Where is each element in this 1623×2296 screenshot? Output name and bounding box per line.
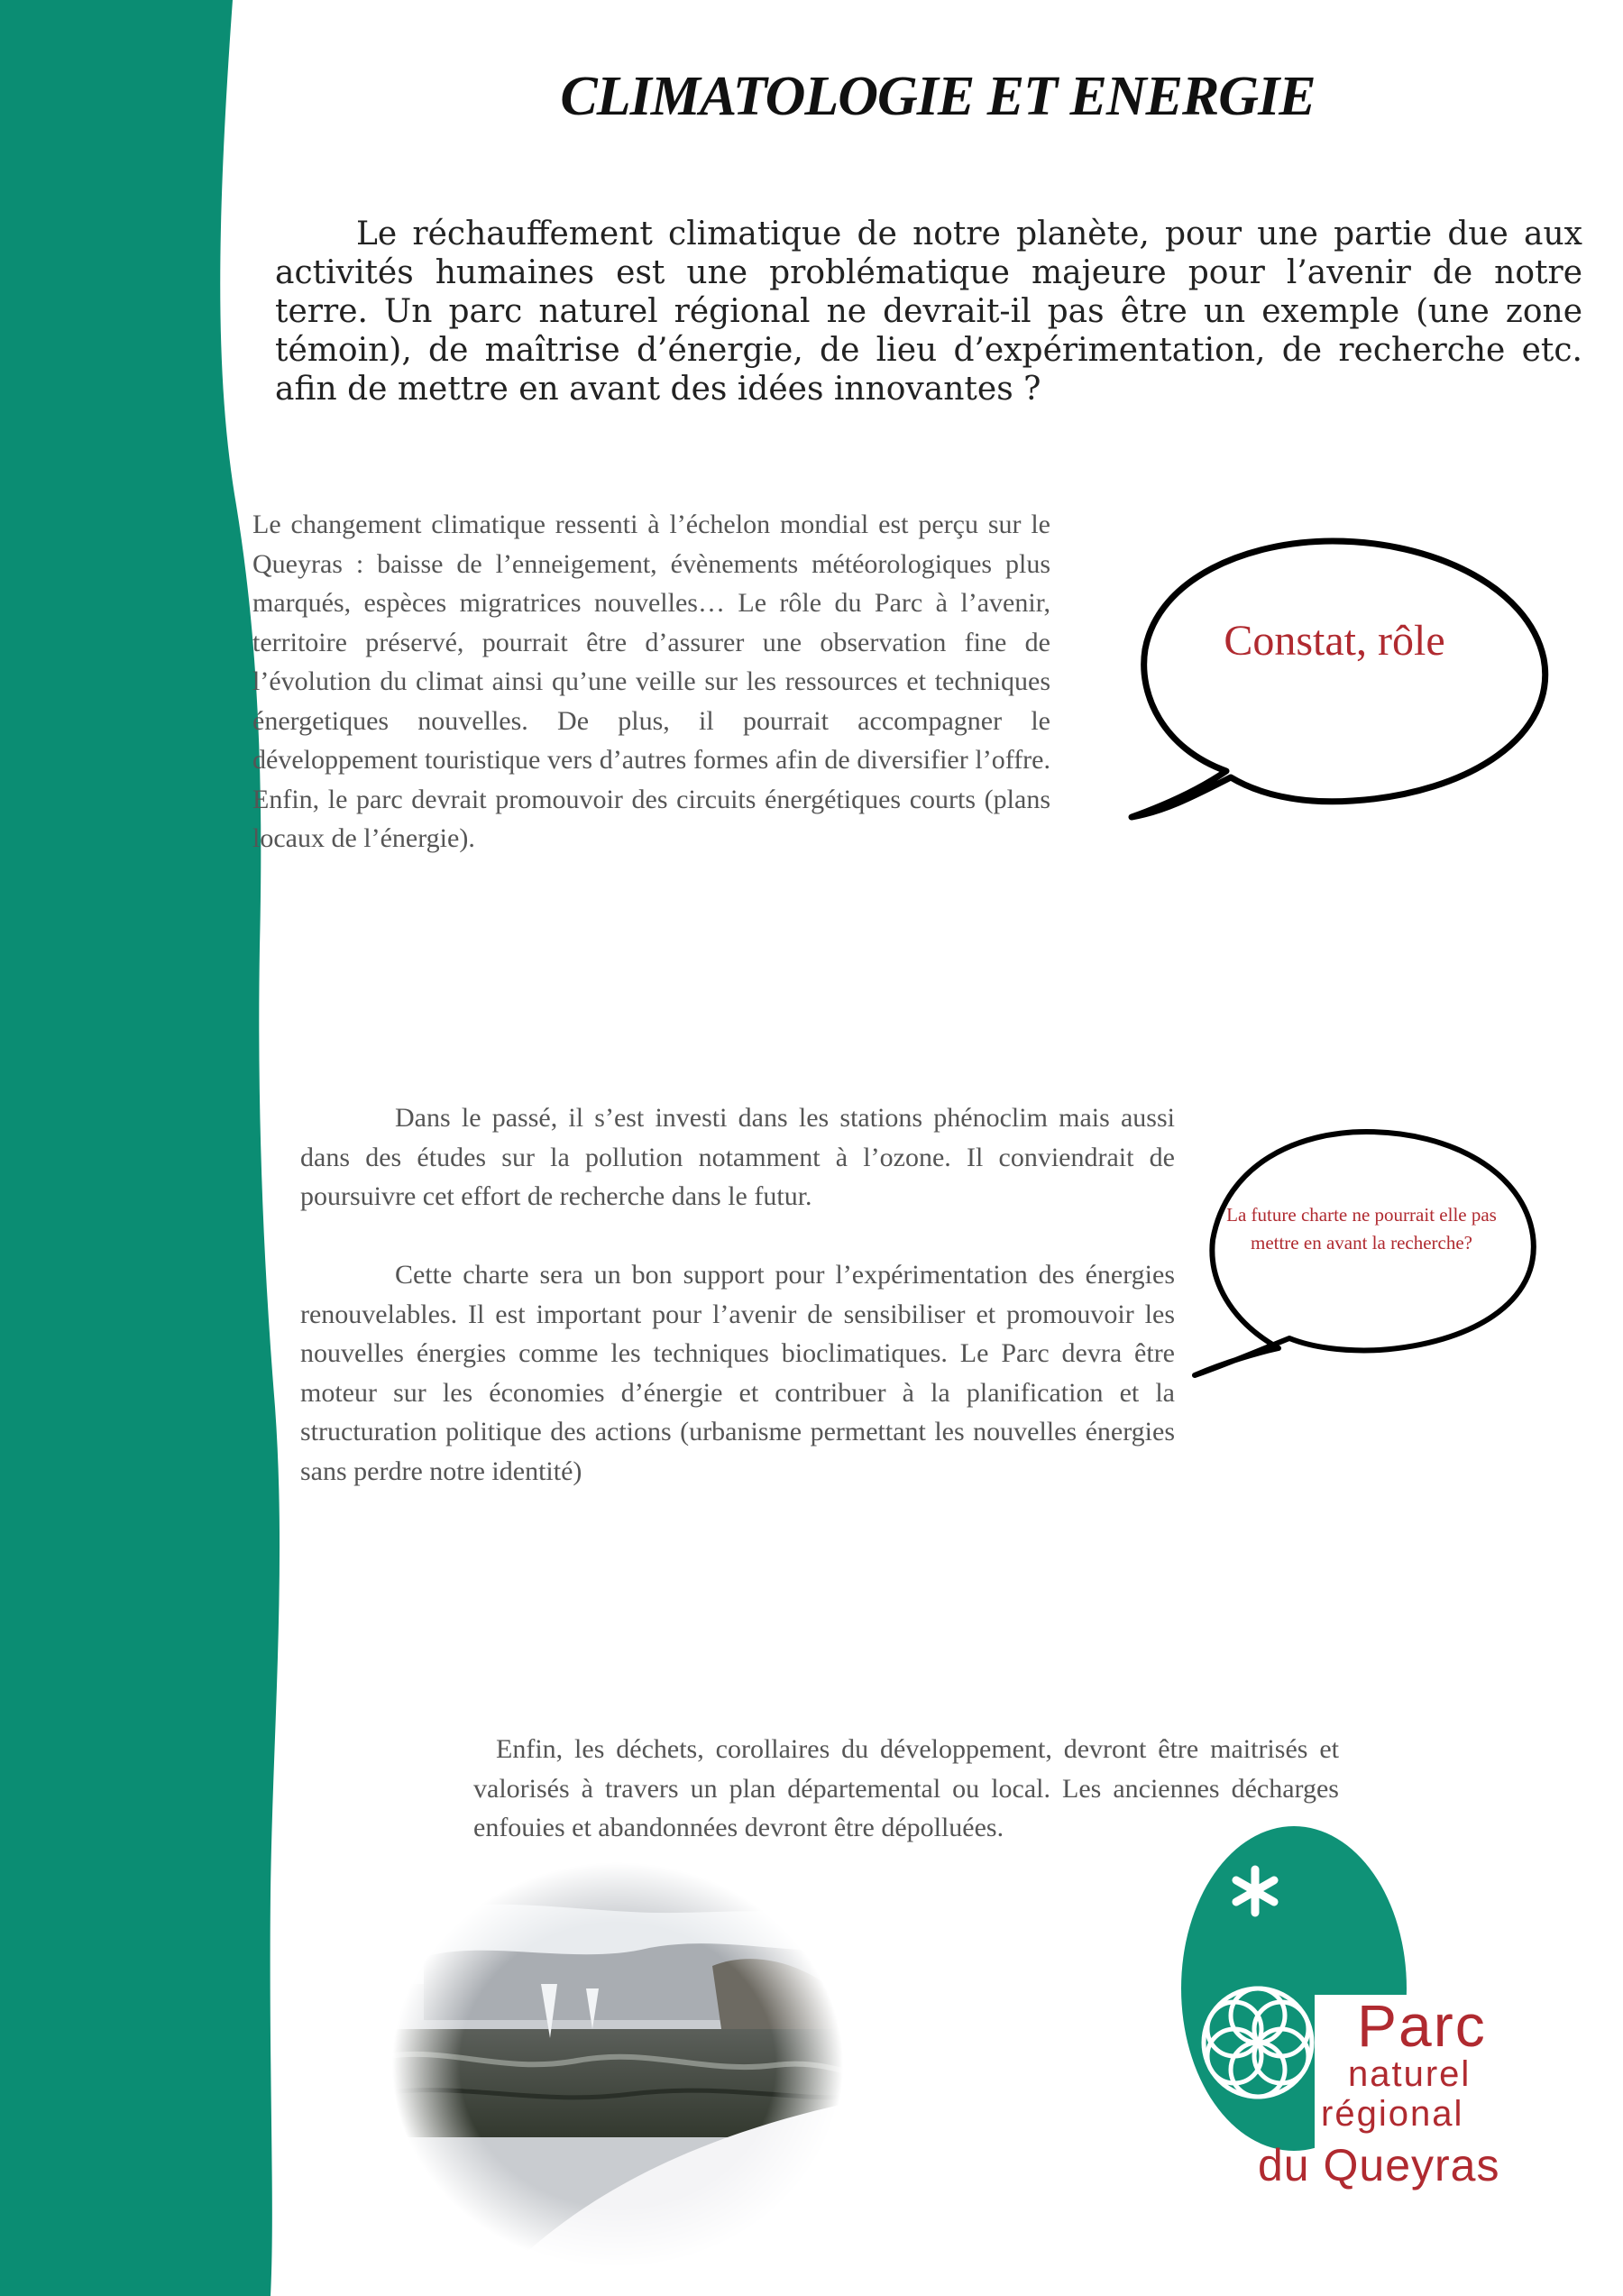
- page-title: CLIMATOLOGIE ET ENERGIE: [560, 66, 1316, 127]
- intro-paragraph: Le réchauffement climatique de notre planète, pour une partie due aux activités humaines est une problématique majeure pour l’avenir de notre terre. Un parc naturel régional ne devrait-il pas être un exemple (une zone témoin), de maîtrise d’énergie, de lieu d’expérimentation, de recherche etc. afin de mettre en avant des idées innovantes ?: [275, 216, 1582, 408]
- paragraph-past-research: Dans le passé, il s’est investi dans les stations phénoclim mais aussi dans des études sur la pollution notamment à l’ozone. Il conviendrait de poursuivre cet effort de recherche dans le futur.: [300, 1103, 1175, 1211]
- speech-bubble-research-text: La future charte ne pourrait elle pas mettre en avant la recherche?: [1226, 1204, 1497, 1254]
- paragraph-waste: Enfin, les déchets, corollaires du développement, devront être maitrisés et valorisés à travers un plan départemental ou local. Les anciennes décharges enfouies et abandonnées devront être dépolluées.: [473, 1734, 1339, 1842]
- logo-text-regional: régional: [1321, 2094, 1464, 2134]
- paragraph-renewable-energy: Cette charte sera un bon support pour l’expérimentation des énergies renouvelables. Il est important pour l’avenir de sensibiliser et promouvoir les nouvelles énergies comme les techniques bioclimatiques. Le Parc devra être moteur sur les économies d’énergie et contribuer à la planification et la structuration politique des actions (urbanisme permettant les nouvelles énergies sans perdre notre identité): [300, 1260, 1175, 1486]
- speech-bubble-constat-text: Constat, rôle: [1224, 617, 1445, 665]
- logo-text-du-queyras: du Queyras: [1258, 2140, 1500, 2190]
- logo-text-naturel: naturel: [1348, 2054, 1472, 2094]
- logo-text-parc: Parc: [1357, 1992, 1487, 2059]
- paragraph-climate-change: Le changement climatique ressenti à l’échelon mondial est perçu sur le Queyras : baisse de l’enneigement, évènements météorologiques plus marqués, espèces migratrices nouvelles… Le rôle du Parc à l’avenir, territoire préservé, pourrait être d’assurer une observation fine de l’évolution du climat ainsi qu’une veille sur les ressources et techniques énergetiques nouvelles. De plus, il pourrait accompagner le développement touristique vers d’autres formes afin de diversifier l’offre. Enfin, le parc devrait promouvoir des circuits énergétiques courts (plans locaux de l’énergie).: [252, 510, 1050, 853]
